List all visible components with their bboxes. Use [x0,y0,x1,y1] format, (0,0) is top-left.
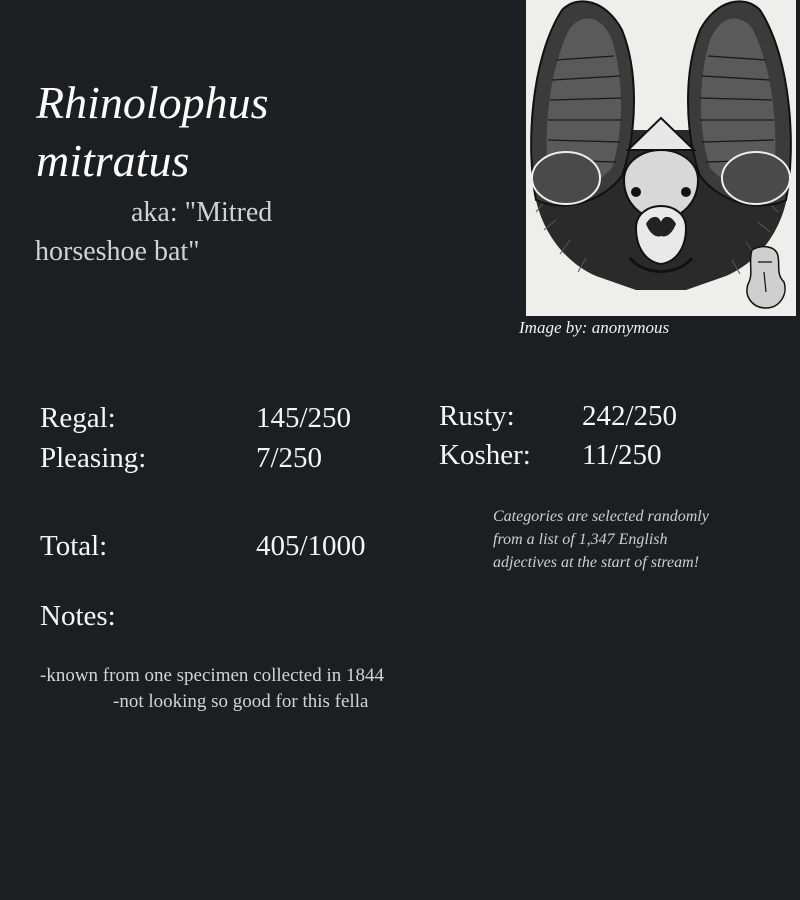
score-label-regal: Regal: [40,402,116,434]
score-value-rusty: 242/250 [582,400,678,432]
aka-prefix: aka: [131,197,185,228]
note-line: -not looking so good for this fella [113,691,369,712]
score-label-pleasing: Pleasing: [40,442,147,474]
notes-heading: Notes: [40,600,116,632]
score-label-rusty: Rusty: [439,400,515,432]
total-value: 405/1000 [256,530,366,562]
score-value-pleasing: 7/250 [256,442,323,474]
score-value-regal: 145/250 [256,402,352,434]
total-label: Total: [40,530,108,562]
categories-disclaimer: Categories are selected randomly from a list of 1,347 English adjectives at the start of stream! [493,508,709,571]
score-value-kosher: 11/250 [582,439,662,471]
image-credit: Image by: anonymous [519,318,670,337]
bat-illustration [526,0,796,316]
score-label-kosher: Kosher: [439,439,531,471]
common-name [35,193,335,271]
scientific-name: Rhinolophus mitratus [36,77,269,186]
note-line: -known from one specimen collected in 1844 [40,665,385,686]
bat-face-engraving-icon [526,0,796,316]
common-name-text: "Mitred horseshoe bat" [35,197,273,267]
